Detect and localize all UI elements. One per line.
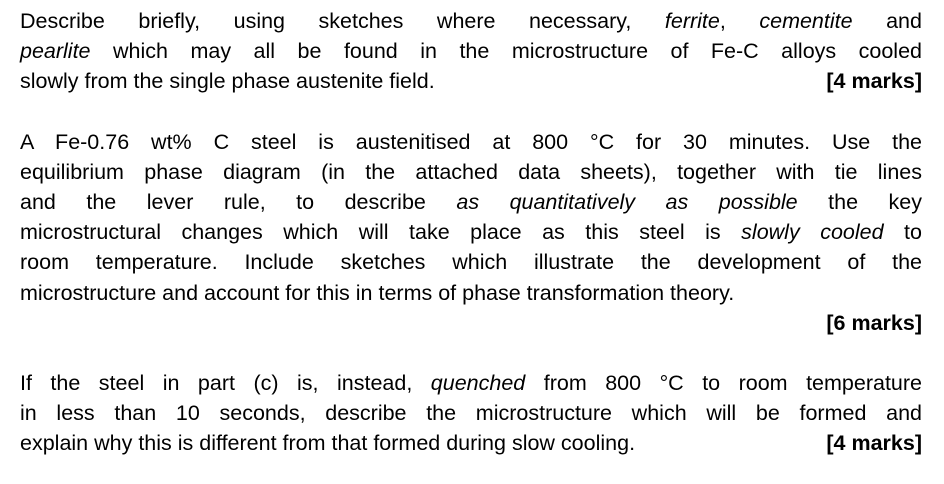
text-line [20,187,922,217]
question-part-b [20,127,922,338]
text-line [20,368,922,398]
text-line: A Fe-0.76 wt% C steel is austenitised at 800 °C for 30 minutes. Use the [20,129,922,154]
text-line [20,308,922,338]
term-cementite: cementite [759,9,853,33]
text-line [20,36,922,66]
marks-label: [4 marks] [826,431,922,456]
text-run: explain why this is different from that formed during slow cooling. [20,431,636,456]
question-document [20,6,922,459]
text-line: equilibrium phase diagram (in the attached data sheets), together with tie lines [20,159,922,184]
text-run: and the lever rule, to describe [20,190,457,215]
text-line [20,6,922,36]
text-run: the key [797,190,922,215]
question-part-c [20,368,922,459]
question-part-a [20,6,922,97]
text-run: to [883,220,922,245]
text-run: and [852,9,922,33]
text-run: microstructural changes which will take place as this steel is [20,220,742,245]
marks-label: [4 marks] [826,69,922,94]
text-line [20,217,922,247]
text-line: microstructure and account for this in terms of phase transformation theory. [20,280,735,305]
text-line: room temperature. Include sketches which illustrate the development of the [20,250,922,275]
text-run: which may all be found in the microstructure of Fe-C alloys cooled [90,39,922,64]
text-run: from 800 °C to room temperature [525,371,922,396]
marks-label: [6 marks] [826,310,922,335]
text-run: , [719,9,760,33]
term-ferrite: ferrite [664,9,720,33]
text-run: slowly from the single phase austenite field. [20,69,435,94]
text-line [20,66,922,96]
text-run: Describe briefly, using sketches where necessary, [20,9,665,33]
emphasis-text: slowly cooled [741,220,884,245]
emphasis-text: as quantitatively as possible [456,190,798,215]
text-line [20,428,922,458]
term-pearlite: pearlite [20,39,91,64]
emphasis-text: quenched [430,371,526,396]
text-line: in less than 10 seconds, describe the microstructure which will be formed and [20,401,922,426]
text-run: If the steel in part (c) is, instead, [20,371,431,396]
